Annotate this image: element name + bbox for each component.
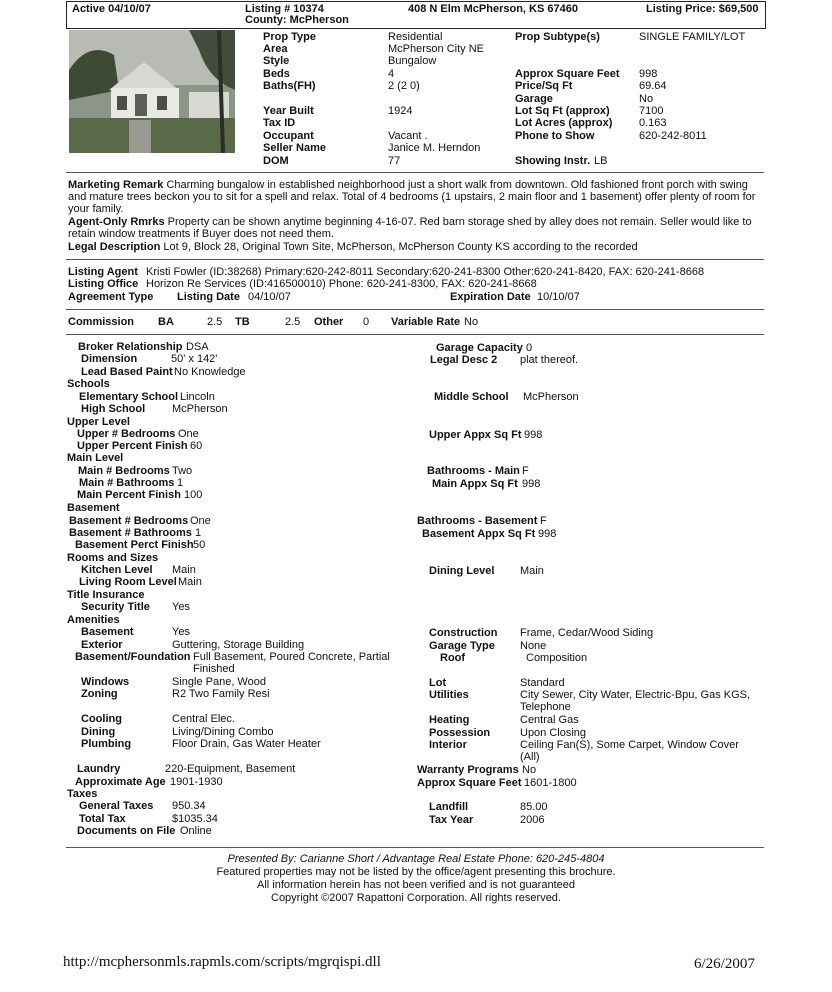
construction-value: Frame, Cedar/Wood Siding bbox=[520, 627, 654, 639]
sqft-value: 998 bbox=[639, 68, 658, 80]
security-title-label: Security Title bbox=[81, 601, 150, 613]
am-zoning-value: R2 Two Family Resi bbox=[172, 688, 270, 700]
total-tax-label: Total Tax bbox=[79, 813, 126, 825]
legal-desc2-value: plat thereof. bbox=[520, 354, 579, 366]
upper-level-heading: Upper Level bbox=[67, 416, 130, 428]
am-dining-value: Living/Dining Combo bbox=[172, 726, 274, 738]
basement-heading: Basement bbox=[67, 502, 120, 514]
main-beds-label: Main # Bedrooms bbox=[78, 465, 170, 477]
divider bbox=[66, 309, 764, 310]
laundry-value: 220-Equipment, Basement bbox=[165, 763, 296, 775]
lot-acres-label: Lot Acres (approx) bbox=[515, 117, 613, 129]
garage-capacity-value: 0 bbox=[526, 342, 533, 354]
bsmt-pct-value: 50 bbox=[193, 539, 206, 551]
interior-label: Interior bbox=[429, 739, 467, 751]
disclaimer-2: All information herein has not been verified and is not guaranteed bbox=[257, 879, 575, 891]
price-sqft-label: Price/Sq Ft bbox=[515, 80, 573, 92]
broker-relationship-label: Broker Relationship bbox=[78, 341, 183, 353]
area-value: McPherson City NE bbox=[388, 43, 484, 55]
garage-label: Garage bbox=[515, 93, 553, 105]
upper-beds-label: Upper # Bedrooms bbox=[77, 428, 176, 440]
address: 408 N Elm McPherson, KS 67460 bbox=[408, 3, 578, 15]
subtype-label: Prop Subtype(s) bbox=[515, 31, 600, 43]
bsmt-baths-label: Basement # Bathrooms bbox=[69, 527, 192, 539]
approx-sqft-value: 1601-1800 bbox=[524, 777, 577, 789]
baths-bsmt-value: F bbox=[540, 515, 547, 527]
baths-main-label: Bathrooms - Main bbox=[427, 465, 520, 477]
style-label: Style bbox=[263, 55, 290, 67]
dimension-label: Dimension bbox=[81, 353, 138, 365]
disclaimer-1: Featured properties may not be listed by the office/agent presenting this brochure. bbox=[216, 866, 616, 878]
taxes-heading: Taxes bbox=[67, 788, 98, 800]
occupant-value: Vacant . bbox=[388, 130, 428, 142]
am-exterior-value: Guttering, Storage Building bbox=[172, 639, 305, 651]
garage-value: No bbox=[639, 93, 654, 105]
agent-remarks-label: Agent-Only Rmrks bbox=[68, 216, 165, 228]
bsmt-sqft-label: Basement Appx Sq Ft bbox=[422, 528, 536, 540]
baths-bsmt-label: Bathrooms - Basement bbox=[417, 515, 538, 527]
approx-age-value: 1901-1930 bbox=[170, 776, 223, 788]
am-windows-value: Single Pane, Wood bbox=[172, 676, 266, 688]
main-baths-value: 1 bbox=[177, 477, 184, 489]
legal-description bbox=[68, 241, 638, 253]
general-taxes-label: General Taxes bbox=[79, 800, 154, 812]
baths-value: 2 (2 0) bbox=[388, 80, 420, 92]
am-zoning-label: Zoning bbox=[81, 688, 118, 700]
construction-label: Construction bbox=[429, 627, 498, 639]
expiration-date-value: 10/10/07 bbox=[537, 291, 580, 303]
occupant-label: Occupant bbox=[263, 130, 314, 142]
living-value: Main bbox=[178, 576, 202, 588]
price-sqft-value: 69.64 bbox=[639, 80, 667, 92]
laundry-label: Laundry bbox=[77, 763, 121, 775]
divider bbox=[66, 847, 764, 848]
divider bbox=[66, 172, 764, 173]
am-cooling-value: Central Elec. bbox=[172, 713, 235, 725]
main-beds-value: Two bbox=[172, 465, 193, 477]
main-sqft-label: Main Appx Sq Ft bbox=[432, 478, 518, 490]
roof-value: Composition bbox=[526, 652, 588, 664]
living-label: Living Room Level bbox=[79, 576, 177, 588]
landfill-value: 85.00 bbox=[520, 801, 548, 813]
ba-label: BA bbox=[158, 316, 174, 328]
property-photo bbox=[69, 30, 235, 153]
subtype-value: SINGLE FAMILY/LOT bbox=[639, 31, 746, 43]
amenities-heading: Amenities bbox=[67, 614, 120, 626]
divider bbox=[66, 259, 764, 260]
upper-sqft-label: Upper Appx Sq Ft bbox=[429, 429, 522, 441]
phone-show-label: Phone to Show bbox=[515, 130, 595, 142]
tax-id-label: Tax ID bbox=[263, 117, 296, 129]
bsmt-beds-value: One bbox=[190, 515, 211, 527]
rooms-heading: Rooms and Sizes bbox=[67, 552, 159, 564]
am-dining-label: Dining bbox=[81, 726, 116, 738]
ba-value: 2.5 bbox=[207, 316, 223, 328]
lead-paint-label: Lead Based Paint bbox=[81, 366, 173, 378]
am-exterior-label: Exterior bbox=[81, 639, 123, 651]
total-tax-value: $1035.34 bbox=[172, 813, 218, 825]
presented-by: Presented By: Carianne Short / Advantage Real Estate Phone: 620-245-4804 bbox=[227, 853, 605, 865]
main-pct-value: 100 bbox=[184, 489, 203, 501]
lot-value: Standard bbox=[520, 677, 565, 689]
am-basement-label: Basement bbox=[81, 626, 134, 638]
listing-office-value: Horizon Re Services (ID:416500010) Phone: 620-241-8300, FAX: 620-241-8668 bbox=[146, 278, 537, 290]
marketing-remark-text: Charming bungalow in established neighborhood just a short walk from downtown. Old fashioned front porch with swing and mature trees beckon you to sit for a spell and relax. Total of 4 bedrooms (1 upstairs, 2 main floor and 1 basement) offer plenty of room for your family. bbox=[68, 179, 756, 215]
kitchen-value: Main bbox=[172, 564, 196, 576]
style-value: Bungalow bbox=[388, 55, 437, 67]
lot-label: Lot bbox=[429, 677, 447, 689]
page-url[interactable]: http://mcphersonmls.rapmls.com/scripts/mgrqispi.dll bbox=[63, 954, 381, 970]
am-windows-label: Windows bbox=[81, 676, 130, 688]
seller-name-value: Janice M. Herndon bbox=[388, 142, 481, 154]
garage-type-value: None bbox=[520, 640, 547, 652]
legal-description-label: Legal Description bbox=[68, 241, 161, 253]
elementary-value: Lincoln bbox=[180, 391, 215, 403]
elementary-label: Elementary School bbox=[79, 391, 179, 403]
utilities-label: Utilities bbox=[429, 689, 469, 701]
other-label: Other bbox=[314, 316, 344, 328]
listing-agent-value: Kristi Fowler (ID:38268) Primary:620-242-8011 Secondary:620-241-8300 Other:620-241-8420, FAX: 620-241-8668 bbox=[146, 266, 705, 278]
tax-year-value: 2006 bbox=[520, 814, 545, 826]
upper-sqft-value: 998 bbox=[524, 429, 543, 441]
upper-beds-value: One bbox=[178, 428, 199, 440]
variable-rate-label: Variable Rate bbox=[391, 316, 461, 328]
heating-label: Heating bbox=[429, 714, 470, 726]
heating-value: Central Gas bbox=[520, 714, 579, 726]
agent-remarks-text: Property can be shown anytime beginning 4-16-07. Red barn storage shed by alley does not remain. Seller would like to retain window treatments if Buyer does not need them. bbox=[68, 216, 752, 240]
approx-age-label: Approximate Age bbox=[75, 776, 166, 788]
area-label: Area bbox=[263, 43, 288, 55]
tax-year-label: Tax Year bbox=[429, 814, 474, 826]
tb-label: TB bbox=[235, 316, 250, 328]
warranty-label: Warranty Programs bbox=[417, 764, 519, 776]
listing-agent-label: Listing Agent bbox=[68, 266, 138, 278]
baths-label: Baths(FH) bbox=[263, 80, 316, 92]
main-sqft-value: 998 bbox=[522, 478, 541, 490]
am-basement-value: Yes bbox=[172, 626, 190, 638]
agreement-type-label: Agreement Type bbox=[68, 291, 154, 303]
dimension-value: 50' x 142' bbox=[171, 353, 218, 365]
garage-type-label: Garage Type bbox=[429, 640, 495, 652]
bsmt-pct-label: Basement Perct Finish bbox=[75, 539, 194, 551]
documents-label: Documents on File bbox=[77, 825, 176, 837]
listing-date-value: 04/10/07 bbox=[248, 291, 291, 303]
listing-number: Listing # 10374 bbox=[245, 3, 324, 15]
main-pct-label: Main Percent Finish bbox=[77, 489, 181, 501]
bsmt-baths-value: 1 bbox=[195, 527, 202, 539]
agent-remarks bbox=[68, 216, 764, 240]
seller-name-label: Seller Name bbox=[263, 142, 326, 154]
general-taxes-value: 950.34 bbox=[172, 800, 206, 812]
year-built-label: Year Built bbox=[263, 105, 314, 117]
dom-value: 77 bbox=[388, 155, 401, 167]
bsmt-beds-label: Basement # Bedrooms bbox=[69, 515, 189, 527]
possession-label: Possession bbox=[429, 727, 491, 739]
am-foundation-value: Full Basement, Poured Concrete, Partial Finished bbox=[193, 651, 390, 675]
dining-level-value: Main bbox=[520, 565, 544, 577]
marketing-remark bbox=[68, 179, 764, 215]
roof-label: Roof bbox=[440, 652, 466, 664]
baths-main-value: F bbox=[522, 465, 529, 477]
dom-label: DOM bbox=[263, 155, 289, 167]
phone-show-value: 620-242-8011 bbox=[639, 130, 707, 142]
marketing-remark-label: Marketing Remark bbox=[68, 179, 164, 191]
am-cooling-label: Cooling bbox=[81, 713, 122, 725]
documents-value: Online bbox=[180, 825, 212, 837]
beds-label: Beds bbox=[263, 68, 290, 80]
landfill-label: Landfill bbox=[429, 801, 469, 813]
upper-pct-value: 60 bbox=[190, 440, 203, 452]
am-plumbing-label: Plumbing bbox=[81, 738, 132, 750]
county: County: McPherson bbox=[245, 14, 349, 26]
approx-sqft-label: Approx Square Feet bbox=[417, 777, 522, 789]
upper-pct-label: Upper Percent Finish bbox=[77, 440, 188, 452]
year-built-value: 1924 bbox=[388, 105, 413, 117]
expiration-date-label: Expiration Date bbox=[450, 291, 531, 303]
listing-office-label: Listing Office bbox=[68, 278, 139, 290]
other-value: 0 bbox=[363, 316, 370, 328]
prop-type-label: Prop Type bbox=[263, 31, 316, 43]
tb-value: 2.5 bbox=[285, 316, 301, 328]
showing-instr-label: Showing Instr. bbox=[515, 155, 591, 167]
interior-value: Ceiling Fan(S), Some Carpet, Window Cover (All) bbox=[520, 739, 739, 763]
status-text: Active 04/10/07 bbox=[72, 3, 151, 15]
security-title-value: Yes bbox=[172, 601, 190, 613]
prop-type-value: Residential bbox=[388, 31, 443, 43]
lead-paint-value: No Knowledge bbox=[174, 366, 246, 378]
high-school-label: High School bbox=[81, 403, 146, 415]
print-date: 6/26/2007 bbox=[694, 956, 755, 972]
dining-level-label: Dining Level bbox=[429, 565, 495, 577]
legal-desc2-label: Legal Desc 2 bbox=[430, 354, 498, 366]
kitchen-label: Kitchen Level bbox=[81, 564, 153, 576]
middle-school-value: McPherson bbox=[523, 391, 579, 403]
lot-sqft-label: Lot Sq Ft (approx) bbox=[515, 105, 610, 117]
utilities-value: City Sewer, City Water, Electric-Bpu, Gas KGS, Telephone bbox=[520, 689, 751, 713]
sqft-label: Approx Square Feet bbox=[515, 68, 620, 80]
variable-rate-value: No bbox=[464, 316, 479, 328]
possession-value: Upon Closing bbox=[520, 727, 587, 739]
listing-date-label: Listing Date bbox=[177, 291, 240, 303]
warranty-value: No bbox=[522, 764, 537, 776]
am-foundation-label: Basement/Foundation bbox=[75, 651, 191, 663]
beds-value: 4 bbox=[388, 68, 395, 80]
divider bbox=[66, 334, 764, 335]
commission-label: Commission bbox=[68, 316, 135, 328]
bsmt-sqft-value: 998 bbox=[538, 528, 557, 540]
am-plumbing-value: Floor Drain, Gas Water Heater bbox=[172, 738, 321, 750]
showing-instr-value: LB bbox=[594, 155, 608, 167]
listing-price: Listing Price: $69,500 bbox=[646, 3, 759, 15]
schools-heading: Schools bbox=[67, 378, 110, 390]
broker-relationship-value: DSA bbox=[186, 341, 209, 353]
lot-sqft-value: 7100 bbox=[639, 105, 664, 117]
legal-description-text: Lot 9, Block 28, Original Town Site, McPherson, McPherson County KS according to the recorded bbox=[163, 241, 638, 253]
main-level-heading: Main Level bbox=[67, 452, 124, 464]
middle-school-label: Middle School bbox=[434, 391, 509, 403]
title-insurance-heading: Title Insurance bbox=[67, 589, 145, 601]
main-baths-label: Main # Bathrooms bbox=[79, 477, 175, 489]
high-school-value: McPherson bbox=[172, 403, 228, 415]
lot-acres-value: 0.163 bbox=[639, 117, 667, 129]
garage-capacity-label: Garage Capacity bbox=[436, 342, 523, 354]
copyright: Copyright ©2007 Rapattoni Corporation. All rights reserved. bbox=[271, 892, 561, 904]
